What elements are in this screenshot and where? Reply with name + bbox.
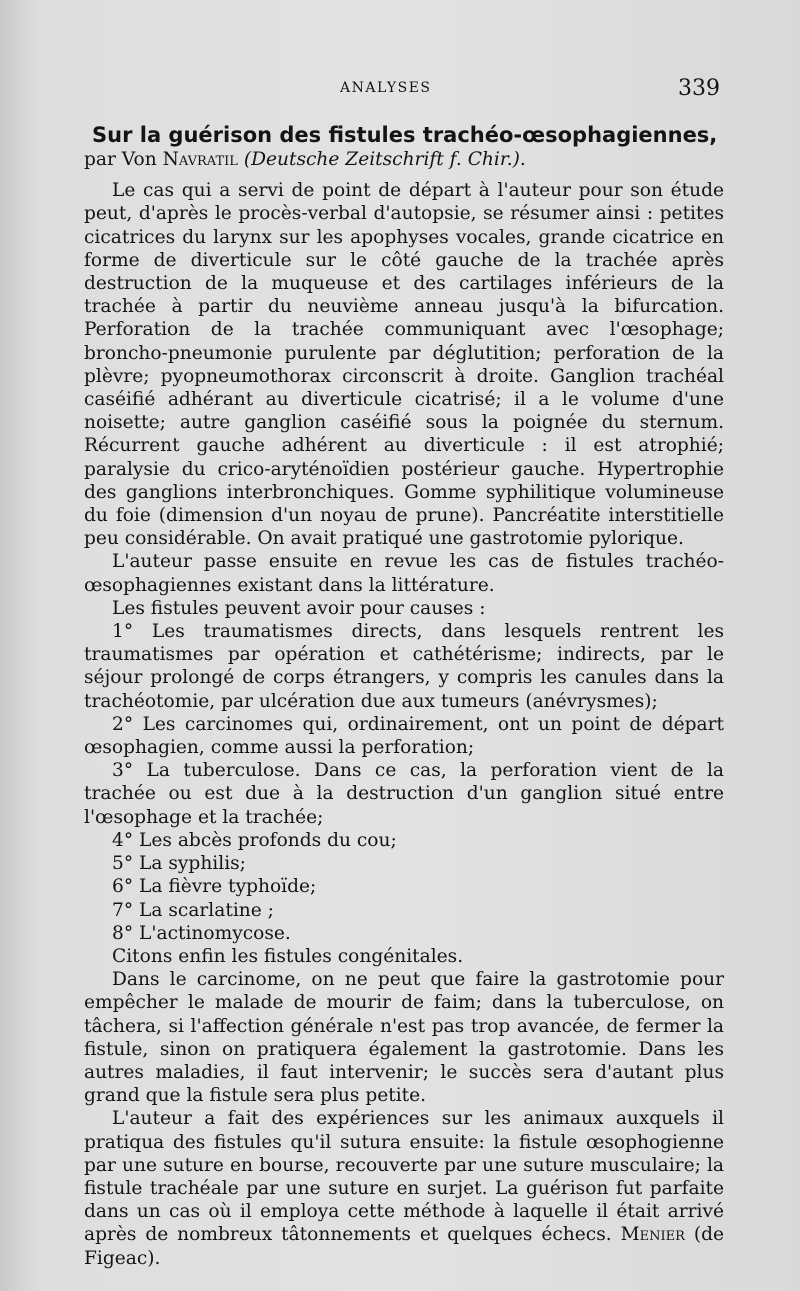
cause-item: 8° L'actinomycose.: [112, 922, 291, 944]
cause-item: 3° La tuberculose. Dans ce cas, la perforation vient de la trachée ou est due à la destruction d'un ganglion situé entre l'œsophage et la trachée;: [84, 760, 724, 828]
paragraph-causes-intro: Les fistules peuvent avoir pour causes :: [112, 597, 486, 619]
byline-prefix: par Von: [84, 149, 163, 170]
cause-item: 5° La syphilis;: [112, 853, 246, 875]
signature-location: (de Figeac).: [84, 1224, 724, 1269]
byline-source: (Deutsche Zeitschrift f. Chir.).: [243, 149, 526, 170]
byline-author: Navratil: [162, 149, 238, 170]
cause-item: 7° La scarlatine ;: [112, 899, 274, 921]
running-head: [0, 76, 800, 106]
experiments-text: L'auteur a fait des expériences sur les animaux auxquels il pratiqua des fistules qu'il sutura ensuite: la fistule œsophogienne par une suture en bourse, recouverte par une suture musculaire; la fistule trachéale par une suture en surjet. La guérison fut parfaite dans un cas où il employa cette méthode à laquelle il était arrivé après de nombreux tâtonnements et quelques échecs.: [84, 1108, 724, 1246]
paragraph-treatment: Dans le carcinome, on ne peut que faire la gastrotomie pour empêcher le malade de mourir de faim; dans la tuberculose, on tâchera, si l'affection générale n'est pas trop avancée, de fermer la fistule, sinon on pratiquera également la gastrotomie. Dans les autres maladies, il faut intervenir; le succès sera d'autant plus grand que la fistule sera plus petite.: [84, 969, 724, 1107]
paragraph-experiments: [84, 1107, 724, 1269]
article-body: [84, 122, 724, 1270]
cause-item: 1° Les traumatismes directs, dans lesquels rentrent les traumatismes par opération et cathétérisme; indirects, par le séjour prolongé de corps étrangers, y compris les canules dans la trachéotomie, par ulcération due aux tumeurs (anévrysmes);: [84, 621, 724, 712]
cause-item: 2° Les carcinomes qui, ordinairement, ont un point de départ œsophagien, comme aussi la perforation;: [84, 713, 724, 759]
page-number: 339: [678, 76, 720, 101]
running-title: ANALYSES: [340, 80, 432, 96]
paragraph-review: L'auteur passe ensuite en revue les cas de fistules trachéo-œsophagiennes existant dans la littérature.: [84, 551, 724, 596]
cause-item: 4° Les abcès profonds du cou;: [112, 829, 397, 851]
paragraph-congenital: Citons enfin les fistules congénitales.: [112, 945, 464, 967]
article-byline: [84, 148, 724, 171]
article-title: Sur la guérison des fistules trachéo-œsophagiennes,: [92, 123, 718, 147]
paragraph-autopsy: Le cas qui a servi de point de départ à l'auteur pour son étude peut, d'après le procès-verbal d'autopsie, se résumer ainsi : petites cicatrices du larynx sur les apophyses vocales, grande cicatrice en forme de diverticule sur le côté gauche de la trachée après destruction de la muqueuse et des cartilages inférieurs de la trachée à partir du neuvième anneau jusqu'à la bifurcation. Perforation de la trachée communiquant avec l'œsophage; broncho-pneumonie purulente par déglutition; perforation de la plèvre; pyopneumothorax circonscrit à droite. Ganglion trachéal caséifié adhérant au diverticule cicatrisé; il a le volume d'une noisette; autre ganglion caséifié sous la poignée du sternum. Récurrent gauche adhérent au diverticule : il est atrophié; paralysie du crico-aryténoïdien postérieur gauche. Hypertrophie des ganglions interbronchiques. Gomme syphilitique volumineuse du foie (dimension d'un noyau de prune). Pancréatite interstitielle peu considérable. On avait pratiqué une gastrotomie pylorique.: [84, 180, 724, 550]
signature-author: Menier: [620, 1224, 685, 1246]
cause-item: 6° La fièvre typhoïde;: [112, 876, 317, 898]
